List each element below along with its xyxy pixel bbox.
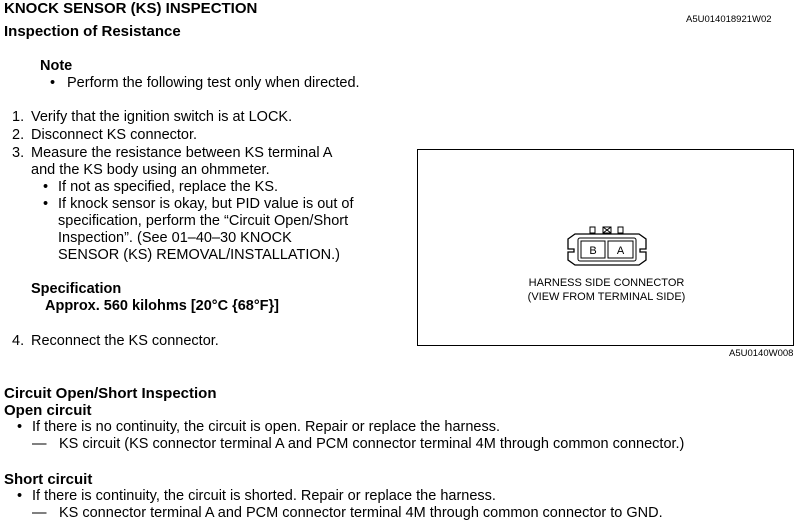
step-4: Reconnect the KS connector.	[31, 333, 219, 349]
figure-code: A5U0140W008	[729, 348, 794, 359]
note-item: Perform the following test only when directed.	[67, 75, 360, 91]
note-title: Note	[40, 58, 73, 74]
spec-value: Approx. 560 kilohms [20°C {68°F}]	[45, 298, 280, 314]
short-circuit-detail: KS connector terminal A and PCM connector terminal 4M through common connector to GND.	[59, 505, 663, 521]
pin-mark-right	[618, 227, 623, 233]
step-3-sub-1: If not as specified, replace the KS.	[58, 179, 279, 195]
step-number-2: 2.	[12, 127, 25, 143]
section-title-resistance: Inspection of Resistance	[4, 23, 181, 40]
step-3-sub-2-line2: specification, perform the “Circuit Open/Short	[58, 213, 349, 229]
short-bullet: •	[17, 488, 23, 504]
step-number-1: 1.	[12, 109, 25, 125]
connector-diagram	[418, 150, 793, 345]
step-3-sub-2-line3: Inspection”. (See 01–40–30 KNOCK	[58, 230, 292, 246]
step-number-3: 3.	[12, 145, 25, 161]
open-circuit-detail: KS circuit (KS connector terminal A and PCM connector terminal 4M through common connector.)	[59, 436, 685, 452]
step-3-sub-2-line4: SENSOR (KS) REMOVAL/INSTALLATION.)	[58, 247, 340, 263]
note-bullet: •	[50, 75, 56, 91]
connector-figure	[417, 149, 794, 346]
section-title-circuit: Circuit Open/Short Inspection	[4, 385, 217, 402]
document-code: A5U014018921W02	[686, 14, 772, 25]
open-bullet: •	[17, 419, 23, 435]
figure-caption-line2: (VIEW FROM TERMINAL SIDE)	[527, 291, 686, 303]
short-dash: —	[32, 505, 47, 521]
step-number-4: 4.	[12, 333, 25, 349]
step-1: Verify that the ignition switch is at LOCK.	[31, 109, 293, 125]
step-2: Disconnect KS connector.	[31, 127, 198, 143]
pin-mark-left	[590, 227, 595, 233]
short-circuit-title: Short circuit	[4, 471, 93, 488]
step-3-line1: Measure the resistance between KS terminal A	[31, 145, 333, 161]
open-circuit-title: Open circuit	[4, 402, 92, 419]
step-3-sub-2-line1: If knock sensor is okay, but PID value is out of	[58, 196, 354, 212]
short-circuit-item: If there is continuity, the circuit is shorted. Repair or replace the harness.	[32, 488, 496, 504]
terminal-a-label: A	[616, 245, 625, 257]
spec-title: Specification	[31, 281, 122, 297]
step-3-bullet-1: •	[43, 179, 49, 195]
terminal-b-label: B	[589, 245, 597, 257]
figure-caption-line1: HARNESS SIDE CONNECTOR	[528, 277, 685, 289]
open-dash: —	[32, 436, 47, 452]
page-title: KNOCK SENSOR (KS) INSPECTION	[4, 0, 258, 17]
step-3-bullet-2: •	[43, 196, 49, 212]
step-3-line2: and the KS body using an ohmmeter.	[31, 162, 270, 178]
open-circuit-item: If there is no continuity, the circuit is open. Repair or replace the harness.	[32, 419, 501, 435]
